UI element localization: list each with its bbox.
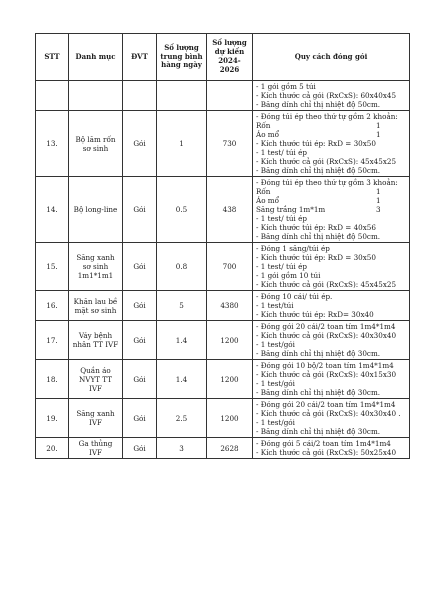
forecast-quantity: 730 xyxy=(207,111,253,177)
component-name: Áo mổ xyxy=(256,130,280,139)
unit-cell: Gói xyxy=(123,399,157,438)
spec-line: - Kích thước cả gói (RxCxS): 40x30x40 . xyxy=(256,409,401,418)
spec-line: - 1 test/gói xyxy=(256,418,295,427)
spec-component xyxy=(256,187,406,196)
forecast-quantity: 2628 xyxy=(207,438,253,459)
spec-line: - Đóng 1 săng/túi ép xyxy=(256,244,330,253)
table-row xyxy=(36,321,410,360)
item-name: Khăn lau bề mặt sơ sinh xyxy=(69,291,123,321)
header-stt: STT xyxy=(36,34,69,81)
row-number: 15. xyxy=(36,243,69,291)
spec-line: - Đóng túi ép theo thứ tự gồm 3 khoản: xyxy=(256,178,398,187)
spec-line: - Băng dính chỉ thị nhiệt độ 50cm. xyxy=(256,100,381,109)
component-count: 1 xyxy=(376,187,381,196)
item-name: Váy bệnh nhân TT IVF xyxy=(69,321,123,360)
forecast-quantity: 438 xyxy=(207,177,253,243)
table-row xyxy=(36,399,410,438)
spec-line: - Kích thước cả gói (RxCxS): 45x45x25 xyxy=(256,280,397,289)
item-name xyxy=(69,81,123,111)
unit-cell: Gói xyxy=(123,360,157,399)
header-name: Danh mục xyxy=(69,34,123,81)
component-name: Săng trắng 1m*1m xyxy=(256,205,326,214)
table-row xyxy=(36,291,410,321)
spec-component xyxy=(256,196,406,205)
daily-quantity: 0.8 xyxy=(157,243,207,291)
row-number: 13. xyxy=(36,111,69,177)
spec-line: - 1 test/ túi ép xyxy=(256,262,307,271)
spec-line: - Băng dính chỉ thị nhiệt độ 50cm. xyxy=(256,232,381,241)
spec-component xyxy=(256,121,406,130)
unit-cell: Gói xyxy=(123,438,157,459)
spec-line: - 1 test/ túi ép xyxy=(256,214,307,223)
spec-line: - 1 gói gồm 5 túi xyxy=(256,82,316,91)
row-number: 14. xyxy=(36,177,69,243)
spec-line: - 1 test/ túi ép xyxy=(256,148,307,157)
forecast-quantity: 1200 xyxy=(207,321,253,360)
header-daily: Số lượng trung bình hàng ngày xyxy=(157,34,207,81)
daily-quantity: 3 xyxy=(157,438,207,459)
forecast-quantity: 1200 xyxy=(207,360,253,399)
unit-cell: Gói xyxy=(123,111,157,177)
row-number: 16. xyxy=(36,291,69,321)
header-forecast: Số lượng dự kiến 2024-2026 xyxy=(207,34,253,81)
daily-quantity: 5 xyxy=(157,291,207,321)
unit-cell: Gói xyxy=(123,291,157,321)
table-row xyxy=(36,438,410,459)
packaging-table xyxy=(35,33,410,459)
spec-line: - Đóng gói 20 cái/2 toan tím 1m4*1m4 xyxy=(256,322,396,331)
unit-cell: Gói xyxy=(123,177,157,243)
spec-line: - Kích thước cả gói (RxCxS): 60x40x45 xyxy=(256,91,397,100)
spec-line: - Kích thước cả gói (RxCxS): 45x45x25 xyxy=(256,157,397,166)
item-name: Bộ long-line xyxy=(69,177,123,243)
table-body xyxy=(36,81,410,459)
spec-line: - Băng dính chỉ thị nhiệt độ 30cm. xyxy=(256,349,381,358)
packaging-spec xyxy=(253,243,410,291)
daily-quantity: 1.4 xyxy=(157,360,207,399)
packaging-spec xyxy=(253,81,410,111)
packaging-spec xyxy=(253,360,410,399)
component-count: 1 xyxy=(376,130,381,139)
spec-line: - 1 test/gói xyxy=(256,379,295,388)
spec-line: - Kích thước túi ép: RxD = 40x56 xyxy=(256,223,376,232)
daily-quantity: 1.4 xyxy=(157,321,207,360)
component-count: 3 xyxy=(376,205,381,214)
daily-quantity: 2.5 xyxy=(157,399,207,438)
item-name: Săng xanh IVF xyxy=(69,399,123,438)
header-spec: Quy cách đóng gói xyxy=(253,34,410,81)
component-name: Rốn xyxy=(256,121,271,130)
row-number: 18. xyxy=(36,360,69,399)
spec-line: - Kích thước cả gói (RxCxS): 40x30x40 xyxy=(256,331,397,340)
table-row xyxy=(36,111,410,177)
component-name: Áo mổ xyxy=(256,196,280,205)
packaging-spec xyxy=(253,291,410,321)
row-number xyxy=(36,81,69,111)
daily-quantity: 1 xyxy=(157,111,207,177)
spec-line: - Đóng gói 20 cái/2 toan tím 1m4*1m4 xyxy=(256,400,396,409)
unit-cell xyxy=(123,81,157,111)
header-unit: ĐVT xyxy=(123,34,157,81)
spec-line: - 1 gói gồm 10 túi xyxy=(256,271,321,280)
item-name: Quần áo NVYT TT IVF xyxy=(69,360,123,399)
table-row xyxy=(36,177,410,243)
spec-line: - 1 test/túi xyxy=(256,301,294,310)
component-name: Rốn xyxy=(256,187,271,196)
item-name: Ga thủng IVF xyxy=(69,438,123,459)
table-row xyxy=(36,360,410,399)
table-row xyxy=(36,81,410,111)
spec-line: - Kích thước túi ép: RxD= 30x40 xyxy=(256,310,374,319)
packaging-spec xyxy=(253,438,410,459)
packaging-spec xyxy=(253,177,410,243)
packaging-spec xyxy=(253,321,410,360)
row-number: 17. xyxy=(36,321,69,360)
unit-cell: Gói xyxy=(123,321,157,360)
spec-line: - Đóng 10 cái/ túi ép. xyxy=(256,292,333,301)
spec-line: - Đóng túi ép theo thứ tự gồm 2 khoản: xyxy=(256,112,398,121)
table-header-row xyxy=(36,34,410,81)
daily-quantity: 0.5 xyxy=(157,177,207,243)
spec-line: - Băng dính chỉ thị nhiệt độ 30cm. xyxy=(256,388,381,397)
item-name: Săng xanh sơ sinh 1m1*1m1 xyxy=(69,243,123,291)
spec-line: - Băng dính chỉ thị nhiệt độ 50cm. xyxy=(256,166,381,175)
spec-line: - Băng dính chỉ thị nhiệt độ 30cm. xyxy=(256,427,381,436)
unit-cell: Gói xyxy=(123,243,157,291)
table-row xyxy=(36,243,410,291)
row-number: 20. xyxy=(36,438,69,459)
spec-line: - Kích thước cả gói (RxCxS): 40x15x30 xyxy=(256,370,397,379)
forecast-quantity: 4380 xyxy=(207,291,253,321)
daily-quantity xyxy=(157,81,207,111)
spec-line: - Kích thước cả gói (RxCxS): 50x25x40 xyxy=(256,448,397,457)
component-count: 1 xyxy=(376,196,381,205)
item-name: Bộ lăm rốn sơ sinh xyxy=(69,111,123,177)
component-count: 1 xyxy=(376,121,381,130)
spec-component xyxy=(256,205,406,214)
spec-line: - Đóng gói 5 cái/2 toan tím 1m4*1m4 xyxy=(256,439,391,448)
spec-line: - Kích thước túi ép: RxD = 30x50 xyxy=(256,139,376,148)
packaging-spec xyxy=(253,111,410,177)
packaging-spec xyxy=(253,399,410,438)
forecast-quantity xyxy=(207,81,253,111)
forecast-quantity: 700 xyxy=(207,243,253,291)
spec-line: - 1 test/gói xyxy=(256,340,295,349)
forecast-quantity: 1200 xyxy=(207,399,253,438)
spec-line: - Đóng gói 10 bộ/2 toan tím 1m4*1m4 xyxy=(256,361,394,370)
spec-component xyxy=(256,130,406,139)
spec-line: - Kích thước túi ép: RxD = 30x50 xyxy=(256,253,376,262)
row-number: 19. xyxy=(36,399,69,438)
